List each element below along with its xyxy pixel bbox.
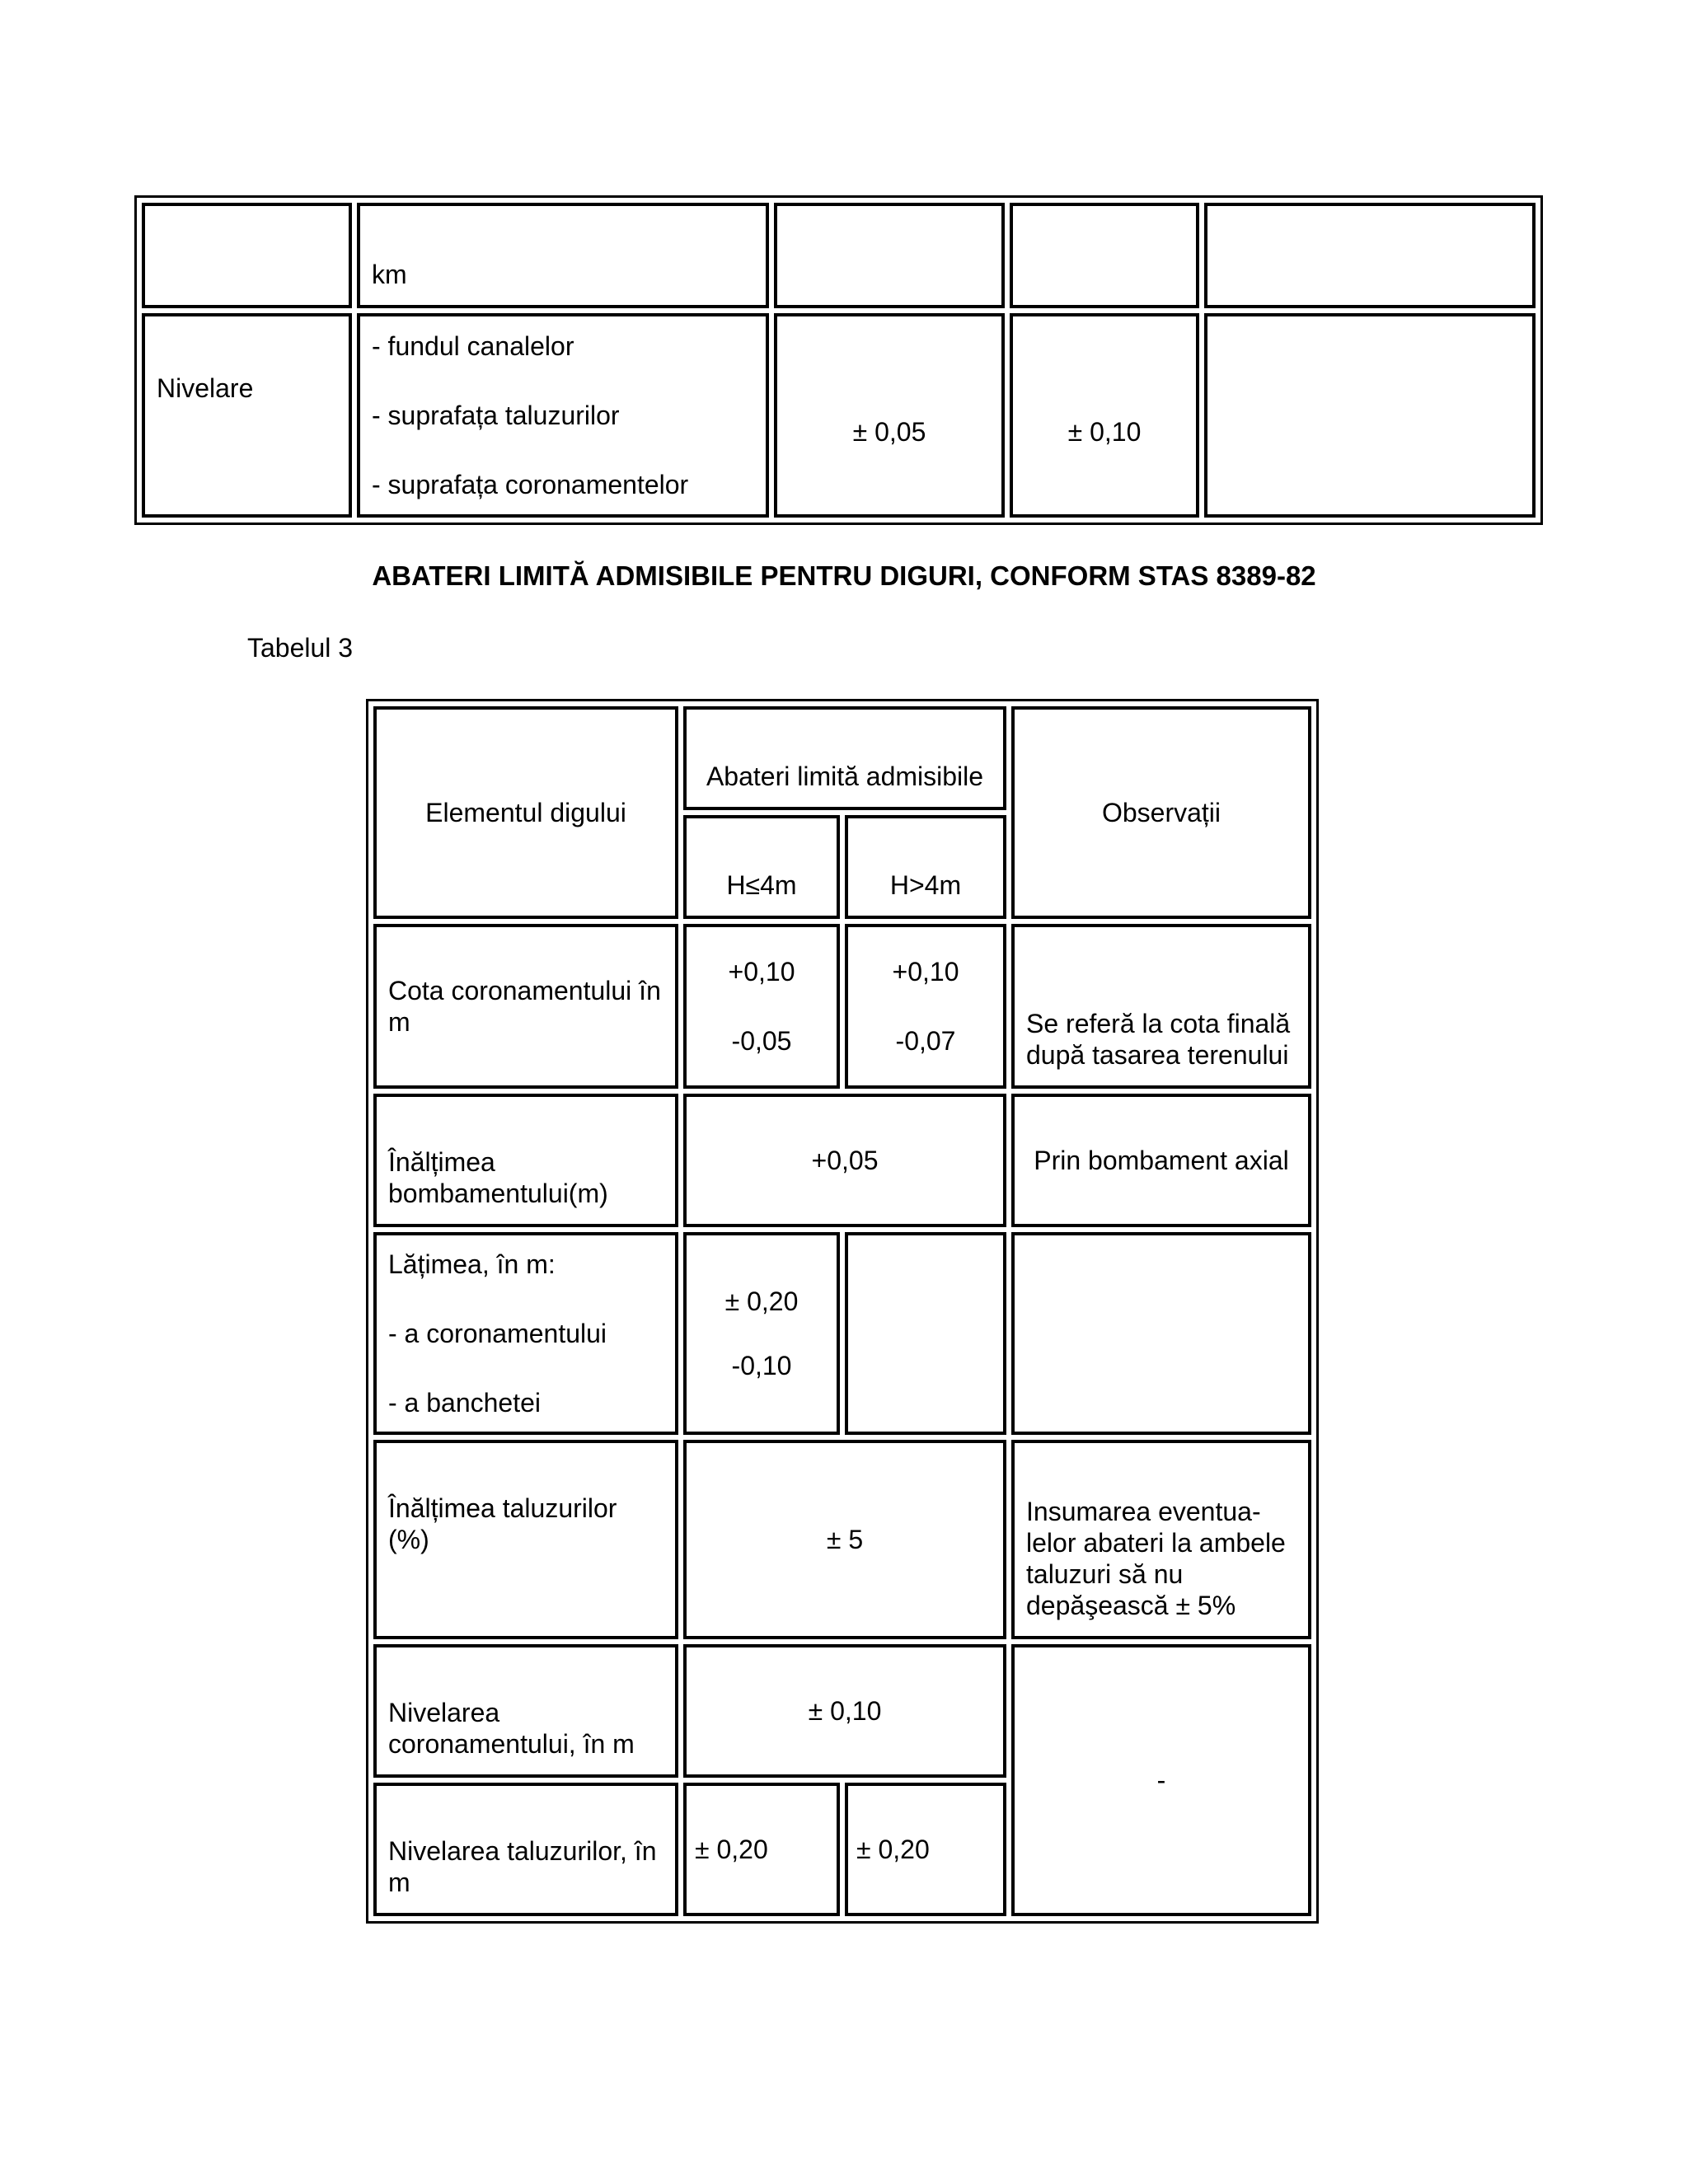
- header-h-gt-4: [845, 815, 1006, 919]
- row-label-text: Nivelare: [157, 373, 254, 403]
- header-h-le-4: [683, 815, 840, 919]
- header-text: Abateri limită admisibile: [706, 762, 984, 791]
- header-text: Observații: [1101, 798, 1221, 827]
- header-text: H≤4m: [726, 870, 797, 900]
- element-cell: [373, 1783, 678, 1916]
- value-text: ± 0,10: [808, 1696, 882, 1726]
- header-text: Elementul digului: [425, 798, 626, 827]
- value-text: ± 0,10: [1067, 417, 1142, 447]
- value-cell: [845, 1783, 1006, 1916]
- value-cell: [845, 924, 1006, 1089]
- table-row: [373, 1644, 1311, 1778]
- observations-text: Se referă la cota finală după tasarea terenului: [1026, 1009, 1291, 1070]
- observations-cell: [1011, 1232, 1311, 1435]
- observations-text: -: [1156, 1765, 1166, 1795]
- value-cell: [774, 313, 1005, 518]
- value-text: ± 0,20: [724, 1286, 799, 1316]
- note-cell: [1204, 313, 1536, 518]
- table-row: [373, 924, 1311, 1089]
- value-text: +0,05: [811, 1146, 879, 1175]
- list-item: - suprafața taluzurilor: [372, 401, 620, 430]
- header-element: [373, 706, 678, 919]
- table-cell: [142, 203, 352, 308]
- value-cell: [845, 1232, 1006, 1435]
- element-cell: [373, 1644, 678, 1778]
- value-text: -0,07: [895, 1026, 956, 1056]
- value-text: -0,05: [731, 1026, 792, 1056]
- element-text: Înălțimea taluzurilor (%): [388, 1493, 617, 1554]
- value-text: +0,10: [892, 957, 959, 987]
- value-cell: [683, 1783, 840, 1916]
- list-item: - fundul canalelor: [372, 331, 574, 361]
- value-text: ± 5: [826, 1525, 864, 1554]
- element-text: Nivelarea coronamentului, în m: [388, 1698, 635, 1759]
- observations-cell: [1011, 1094, 1311, 1227]
- table-header-row: [373, 706, 1311, 810]
- header-deviations: [683, 706, 1006, 810]
- observations-cell: [1011, 1644, 1311, 1916]
- element-text: Nivelarea taluzurilor, în m: [388, 1836, 657, 1897]
- table-label: Tabelul 3: [247, 633, 354, 663]
- observations-cell: [1011, 924, 1311, 1089]
- table-cell: [1204, 203, 1536, 308]
- element-text: Cota coronamentului în m: [388, 976, 661, 1037]
- table-row: [373, 1232, 1311, 1435]
- element-text: Înălțimea bombamentului(m): [388, 1147, 608, 1208]
- value-cell: [683, 924, 840, 1089]
- table-row: [142, 203, 1536, 308]
- observations-cell: [1011, 1440, 1311, 1639]
- value-text: ± 0,20: [856, 1835, 930, 1864]
- table-row: [373, 1440, 1311, 1639]
- unit-text: km: [372, 260, 407, 289]
- table-cell: [774, 203, 1005, 308]
- header-text: H>4m: [889, 870, 962, 900]
- element-cell: [373, 1232, 678, 1435]
- value-cell: [1010, 313, 1199, 518]
- list-item: - a banchetei: [388, 1388, 542, 1418]
- list-item: - a coronamentului: [388, 1319, 607, 1348]
- element-text: Lățimea, în m:: [388, 1249, 556, 1279]
- table-3: [366, 699, 1319, 1924]
- value-cell: [683, 1644, 1006, 1778]
- element-cell: [373, 1094, 678, 1227]
- value-text: ± 0,20: [695, 1835, 768, 1864]
- observations-text: Prin bombament axial: [1034, 1146, 1289, 1175]
- observations-text: Insumarea eventua-lelor abateri la ambele taluzuri să nu depăşească ± 5%: [1026, 1497, 1286, 1620]
- value-cell: [683, 1440, 1006, 1639]
- value-cell: [683, 1232, 840, 1435]
- table-row: [142, 313, 1536, 518]
- element-cell: [373, 1440, 678, 1639]
- list-item: - suprafața coronamentelor: [372, 470, 689, 499]
- value-cell: [683, 1094, 1006, 1227]
- header-observations: [1011, 706, 1311, 919]
- section-heading: ABATERI LIMITĂ ADMISIBILE PENTRU DIGURI, CONFORM STAS 8389-82: [372, 560, 1316, 591]
- table-cell: [1010, 203, 1199, 308]
- row-label: [142, 313, 352, 518]
- table-top: [134, 195, 1543, 525]
- table-row: [373, 1094, 1311, 1227]
- element-cell: [373, 924, 678, 1089]
- items-cell: [357, 313, 769, 518]
- value-text: -0,10: [731, 1351, 792, 1380]
- table-cell: [357, 203, 769, 308]
- value-text: +0,10: [728, 957, 795, 987]
- value-text: ± 0,05: [852, 417, 926, 447]
